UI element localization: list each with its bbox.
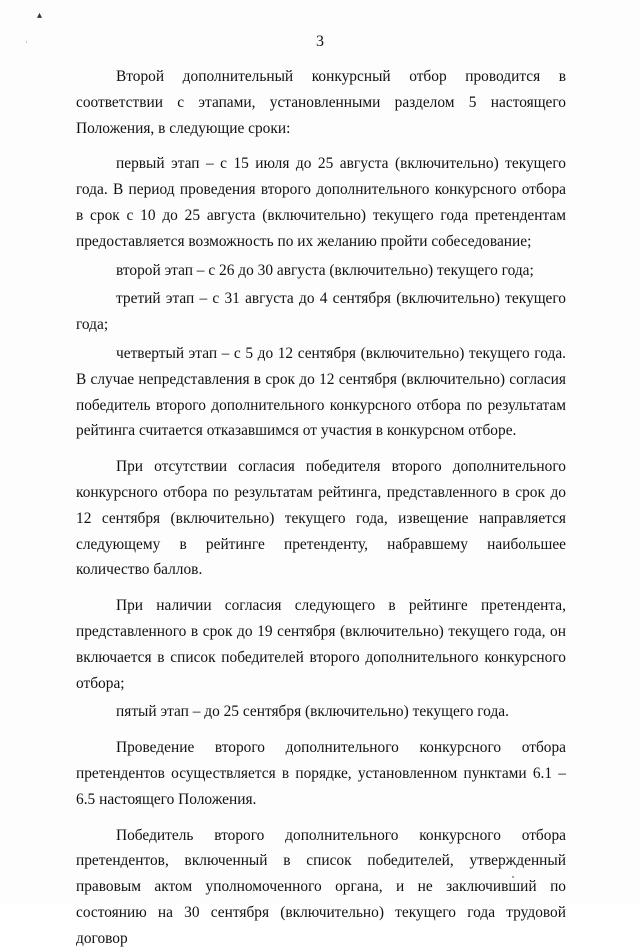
margin-mark: ˙	[25, 40, 28, 49]
paragraph: Победитель второго дополнительного конкурсного отбора претендентов, включенный в список победителей, утвержденный правовым актом уполномоченного органа, и не заключивший по состоянию на 30 сентября (включительно) текущего года трудовой договор	[76, 826, 566, 947]
paragraph: Проведение второго дополнительного конкурсного отбора претендентов осуществляется в порядке, установленном пунктами 6.1 – 6.5 настоящего Положения.	[76, 739, 566, 808]
paragraph: Второй дополнительный конкурсный отбор проводится в соответствии с этапами, установленными разделом 5 настоящего Положения, в следующие сроки:	[76, 68, 566, 137]
paragraph: пятый этап – до 25 сентября (включительно) текущего года.	[116, 703, 509, 721]
scan-speck	[512, 876, 514, 878]
paragraph: При наличии согласия следующего в рейтинге претендента, представленного в срок до 19 сентября (включительно) текущего года, он включается в список победителей второго дополнительного конкурсного отбора;	[76, 597, 566, 692]
paragraph: первый этап – с 15 июля до 25 августа (включительно) текущего года. В период проведения второго дополнительного конкурсного отбора в срок с 10 до 25 августа (включительно) текущего года претендентам предоставляется возможность по их желанию пройти собеседование;	[76, 155, 566, 250]
paragraph: второй этап – с 26 до 30 августа (включительно) текущего года;	[116, 261, 534, 279]
margin-mark: ▴	[37, 10, 43, 21]
paragraph: При отсутствии согласия победителя второго дополнительного конкурсного отбора по результатам рейтинга, представленного в срок до 12 сентября (включительно) текущего года, извещение направляется следующему в рейтинге претенденту, набравшему наибольшее количество баллов.	[76, 458, 566, 579]
paragraph: третий этап – с 31 августа до 4 сентября (включительно) текущего года;	[76, 290, 566, 334]
paragraph: четвертый этап – с 5 до 12 сентября (включительно) текущего года. В случае непредставления в срок до 12 сентября (включительно) согласия победитель второго дополнительного конкурсного отбора по результатам рейтинга считается отказавшимся от участия в конкурсном отборе.	[76, 344, 566, 440]
page-number: 3	[316, 33, 324, 50]
document-body	[76, 64, 566, 952]
